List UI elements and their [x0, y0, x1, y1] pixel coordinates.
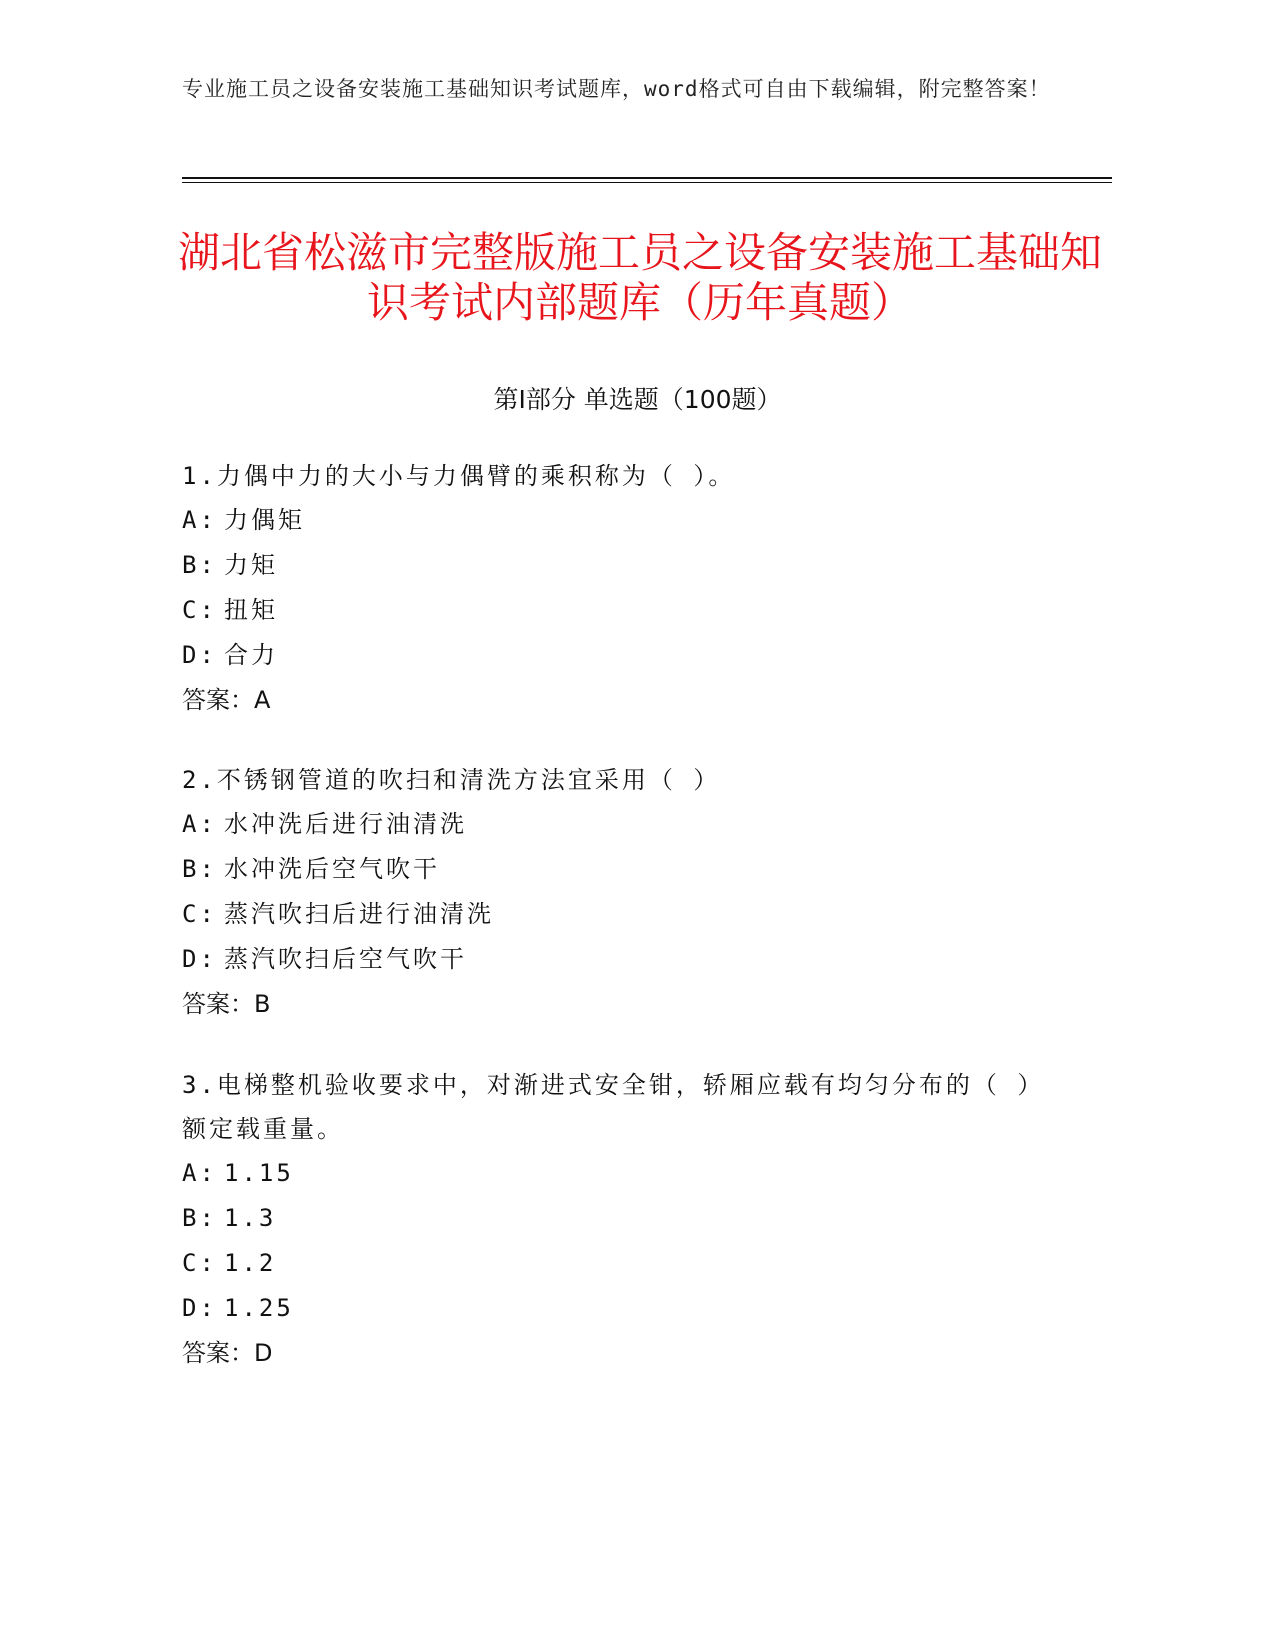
- option-key: B:: [182, 551, 217, 579]
- answer-line: [182, 678, 1062, 722]
- answer-value: D: [254, 1339, 273, 1367]
- option-b: [182, 543, 1062, 588]
- answer-line: [182, 1331, 1062, 1375]
- option-text: 力矩: [224, 551, 278, 579]
- header-divider-thick: [182, 177, 1112, 179]
- option-text: 蒸汽吹扫后进行油清洗: [224, 900, 494, 928]
- option-key: D:: [182, 945, 217, 973]
- option-text: 1.3: [224, 1204, 277, 1232]
- option-a: [182, 498, 1062, 543]
- option-c: [182, 1241, 1062, 1286]
- option-key: B:: [182, 855, 217, 883]
- question-text: 1.力偶中力的大小与力偶臂的乘积称为（ ）。: [182, 462, 736, 490]
- option-c: [182, 892, 1062, 937]
- option-key: D:: [182, 641, 217, 669]
- option-key: C:: [182, 900, 217, 928]
- option-text: 力偶矩: [224, 506, 305, 534]
- option-key: A:: [182, 1159, 217, 1187]
- option-text: 扭矩: [224, 596, 278, 624]
- answer-label: 答案：: [182, 686, 254, 714]
- option-text: 水冲洗后空气吹干: [224, 855, 440, 883]
- option-text: 1.2: [224, 1249, 277, 1277]
- option-text: 水冲洗后进行油清洗: [224, 810, 467, 838]
- option-key: B:: [182, 1204, 217, 1232]
- answer-line: [182, 982, 1062, 1026]
- option-a: [182, 802, 1062, 847]
- answer-label: 答案：: [182, 990, 254, 1018]
- option-key: C:: [182, 1249, 217, 1277]
- option-text: 蒸汽吹扫后空气吹干: [224, 945, 467, 973]
- answer-value: B: [254, 990, 271, 1018]
- option-c: [182, 588, 1062, 633]
- question-3: [182, 1063, 1062, 1375]
- header-note: 专业施工员之设备安装施工基础知识考试题库，word格式可自由下载编辑，附完整答案！: [182, 77, 1051, 101]
- answer-label: 答案：: [182, 1339, 254, 1367]
- header-divider-thin: [182, 182, 1112, 183]
- document-title: 湖北省松滋市完整版施工员之设备安装施工基础知识考试内部题库（历年真题）: [177, 228, 1102, 327]
- question-2: [182, 758, 1062, 1026]
- option-d: [182, 1286, 1062, 1331]
- option-key: A:: [182, 810, 217, 838]
- option-key: D:: [182, 1294, 217, 1322]
- option-a: [182, 1151, 1062, 1196]
- option-b: [182, 847, 1062, 892]
- option-key: A:: [182, 506, 217, 534]
- option-b: [182, 1196, 1062, 1241]
- question-text: 3.电梯整机验收要求中，对渐进式安全钳，轿厢应载有均匀分布的（ ）额定载重量。: [182, 1071, 1045, 1143]
- option-text: 1.15: [224, 1159, 294, 1187]
- option-d: [182, 633, 1062, 678]
- section-heading: 第Ⅰ部分 单选题（100题）: [493, 385, 782, 414]
- answer-value: A: [254, 686, 271, 714]
- question-text: 2.不锈钢管道的吹扫和清洗方法宜采用（ ）: [182, 766, 721, 794]
- question-1: [182, 454, 1062, 722]
- option-text: 合力: [224, 641, 278, 669]
- option-text: 1.25: [224, 1294, 294, 1322]
- option-d: [182, 937, 1062, 982]
- option-key: C:: [182, 596, 217, 624]
